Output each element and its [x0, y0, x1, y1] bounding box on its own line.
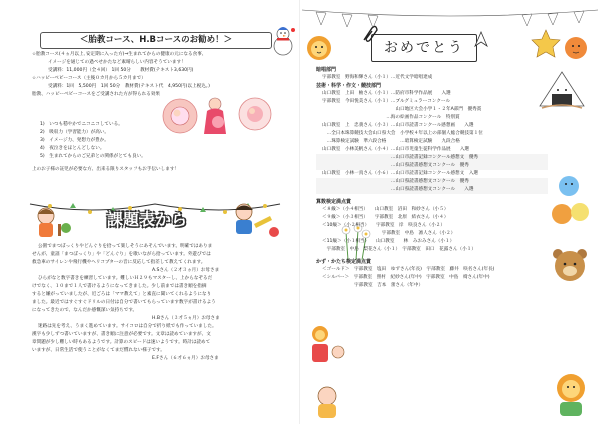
child-waving-illustration: [32, 204, 78, 242]
award-line: 宇部教室 中島 梨花さん（小１） 宇部教室 田口 花露さん（小１）: [322, 247, 476, 252]
intro-line: ☆胎教コース(４ヵ月以上､安定期に入った方)⇒生まれてからの健康の元になる食事、: [32, 52, 207, 57]
award-line: …海の絵画作品コンクール 特別賞: [322, 115, 460, 120]
animal-characters-illustration: [542, 172, 596, 230]
course-header: ＜胎教コース、H.Bコースのお勧め！＞: [40, 32, 272, 49]
award-line: ＜10級＞（小２相当） 宇部教室 岸 咲良さん（小２）: [322, 223, 445, 228]
award-line: …山口県読書感想文コンクール 入選: [316, 186, 548, 194]
award-line: …山口県読書感想文コンクール 優秀: [316, 162, 548, 170]
section-heading: かず・かたち検定満点賞: [316, 259, 372, 265]
letter-signature: A.Sさん（２才３ヵ月）お母さま: [152, 268, 220, 273]
section-heading: 算数検定満点賞: [316, 199, 352, 205]
award-line: ＜シルバー＞ 宇部教室 照村 紀紗さん(年中) 宇部教室 中島 綺さん(年中): [322, 275, 490, 280]
letter-line: いますが、日常生活で使うことがなくてまだ慣れない様子です。: [32, 348, 165, 353]
letter-line: せんが、童謡「まつぼっくり」や「どんぐり」を歌いながら拾っています。外遊びでは: [32, 252, 211, 257]
award-line: …山口市読書記録コンクール感想文 優秀: [316, 154, 548, 162]
letter-signature: H.Bさん（３才５ヵ月）お母さま: [152, 316, 220, 321]
effect-item: 3) イメージ力、発想力が豊か。: [40, 138, 109, 143]
awards-list: [316, 66, 548, 290]
letter-line: 章問題が少し難しい時もあるようです。計算のスピードは速いようです。時計は読めて: [32, 340, 211, 345]
award-line: 宇部教室 吉本 蕾さん（年中）: [322, 283, 424, 288]
bear-illustration: [548, 246, 592, 286]
award-line: 山口教室 上田 柚さん（小１）…防府市科学作品展 入選: [322, 91, 451, 96]
kadai-title: 課題表から: [106, 210, 187, 229]
effect-item: 2) 吸収力（学習能力）が高い。: [40, 130, 110, 135]
section-heading: 暗唱部門: [316, 67, 337, 73]
lion-baby-illustration: [548, 372, 594, 420]
effects-list: [40, 121, 240, 161]
award-line: 山口地区大会小学１・２年A部門 優秀賞: [322, 107, 482, 112]
award-line: 宇部教室 野海和輝さん（小１）…近代文学暗唱達成: [322, 75, 433, 80]
award-line: ＜８級＞（小４相当） 山口教室 沼田 和紗さん（小５）: [322, 207, 449, 212]
letter-line: 迷路は先を考え、うまく進めています。サイコロは自分で折り紙でも作っていました。: [38, 324, 217, 329]
effect-item: 1) いつも穏やかでニコニコしている。: [40, 122, 123, 127]
award-line: ＜11級＞（小１相当） 山口教室 林 みおみさん（小１）: [322, 239, 455, 244]
congrats-title: おめでとう: [371, 34, 477, 62]
award-line: …全日本珠算競技大会山口県大会 小学校４年以上の部個人総合競技第１位: [322, 131, 483, 136]
intro-line: 受講料：1回 5,500円 1回 50分 教材費(テキスト代 4,950円(以上税込。): [48, 84, 210, 89]
letter-line: すると嫌がっていましたが、近ごろは「ママ教えて」と素直に聞いてくれるようになり: [32, 292, 212, 297]
award-line: …珠算検定試験 準六段合格 …暗算検定試験 九段合格: [322, 139, 460, 144]
paper-clip-icon: [360, 24, 380, 44]
intro-line: イメージを通じての過ぺせかたなど素晴らしい内容そうています！: [48, 60, 186, 65]
award-line: 宇部教室 中島 凛人さん（小２）: [322, 231, 456, 236]
kids-illustration: [306, 322, 346, 370]
intro-line: 受講料：11,000円（全４回） 1回 50分 教材費(テキスト3,630円): [48, 68, 194, 73]
child-playing-illustration: [222, 200, 282, 240]
lion-illustration: [304, 34, 334, 62]
award-line: …山口県読書感想文コンクール 優秀: [316, 178, 548, 186]
letter-line: 公園でまつぼっくりやどんぐりを拾って楽しそうにあそんでいます。明確ではありま: [38, 244, 213, 249]
effect-item: 5) 生まれてからのご兄弟との関係がとても良い。: [40, 154, 146, 159]
award-line: ＜９級＞（小３相当） 宇部教室 北原 結衣さん（小４）: [322, 215, 449, 220]
intro-line: ☆ハッピーベビーコース（主後０カ月から５カ月まで）: [32, 76, 146, 81]
letter-signature: E.Fさん（６才６ヵ月）お母さま: [152, 356, 219, 361]
ribbon-icon: [472, 28, 490, 48]
letter-line: 漢字も少しずつ書いていますが、書き順に注意が必要です。文章は読めていますが、文: [32, 332, 211, 337]
letter-line: になってきたので、なんだか感慨深い気持ちです。: [32, 308, 138, 313]
intro-line: 胎教、ハッピーベビーコースをご受講された方が得られる効果: [32, 92, 161, 97]
star-characters-illustration: [528, 26, 596, 70]
letters-block: [32, 243, 294, 363]
page-divider: [299, 0, 300, 424]
effect-item: 4) 夜泣きをほとんどしない。: [40, 146, 105, 151]
award-line: 山口教室 小林一真さん（小６）…山口市読書記録コンクール感想文 入選: [322, 171, 479, 176]
closing-note: 上のお子様の託児が必要な方、出来る限りスタッフもお手伝いします！: [32, 167, 180, 172]
baby-illustration: [312, 384, 342, 420]
letter-line: けでなく、１０まで１人で書けるようになってきました。少し前までは書き順を指摘: [32, 284, 207, 289]
award-line: 山口教室 小林美帆さん（小４）…山口市児童生徒科学作品展 入選: [322, 147, 470, 152]
award-line: 宇部教室 今田悦美さん（小１）…ブルグミュラーコンクール: [322, 99, 451, 104]
award-line: ＜ゴールド＞ 宇部教室 塩田 ゆずさん(年長) 宇部教室 藤井 咲名さん(年長): [322, 267, 495, 272]
letter-line: 救急車のサイレンや飛行機やヘリコプターの音に反応して指差して教えてくれます。: [32, 260, 206, 265]
letter-line: ました。最近ではすぐすぐドリルの日付は自分で書いてもらっています数字が書けるよう: [32, 300, 216, 305]
award-line: 山口教室 上 忠義さん（小３）…山口市読書コンクール感想画 入選: [322, 123, 474, 128]
letter-line: ひらがなと数字書きを練習しています。難しいＨ２９もマスターし、上からなぞるだ: [38, 276, 213, 281]
section-heading: 芸術・科学・作文・競技部門: [316, 83, 382, 89]
